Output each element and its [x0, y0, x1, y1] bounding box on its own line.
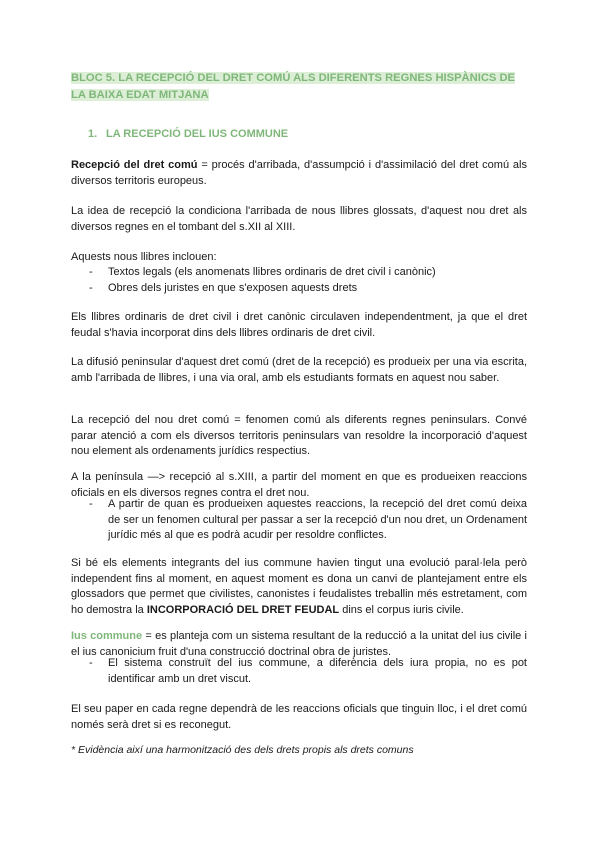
- bloc-title-text: BLOC 5. LA RECEPCIÓ DEL DRET COMÚ ALS DIFERENTS REGNES HISPÀNICS DE LA BAIXA EDAT MITJANA: [71, 72, 516, 101]
- evolution-emphasis: INCORPORACIÓ DEL DRET FEUDAL: [146, 603, 340, 616]
- paragraph-books-intro: Aquests nous llibres inclouen:: [71, 251, 217, 263]
- books-list: [71, 265, 527, 296]
- list-item-text: Obres dels juristes en que s'exposen aquests drets: [108, 281, 358, 294]
- list-item-text: Textos legals (els anomenats llibres ordinaris de dret civil i canònic): [108, 266, 436, 278]
- section-heading: [88, 128, 288, 140]
- paragraph-ordinary-books: Els llibres ordinaris de dret civil i dret canònic circulaven independentment, ja que el dret feudal s'havia incorporat dins dels llibres ordinaris de dret civil.: [71, 311, 527, 339]
- paragraph-diffusion: La difusió peninsular d'aquest dret comú (dret de la recepció) es produeix per una via escrita, amb l'arribada de llibres, i una via oral, amb els estudiants formats en aquest nou saber.: [71, 356, 527, 384]
- paragraph-idea: La idea de recepció la condiciona l'arribada de nous llibres glossats, d'aquest nou dret als diversos regnes en el tombant del s.XII al XIII.: [71, 205, 527, 233]
- paragraph-ius-commune-evolution: [71, 556, 527, 618]
- paragraph-role: El seu paper en cada regne dependrà de les reaccions oficials que tinguin lloc, i el dret comú només serà dret si es reconegut.: [71, 703, 527, 731]
- paragraph-reception-common: La recepció del nou dret comú = fenomen comú als diferents regnes peninsulars. Convé parar atenció a com els diversos territoris peninsulars van resoldre la incorporació d'aquest nou element als ordenaments jurídics respectius.: [71, 414, 527, 457]
- evolution-text-pre: Si bé els elements integrants del ius commune havien tingut una evolució paral·lela però independent fins al moment, en aquest moment es dona un canvi de plantejament entre els glossadors que permet que civilistes, canonistes i feudalistes treballin més estretament, com ho demostra la: [71, 557, 527, 616]
- list-item-text: A partir de quan es produeixen aquestes reaccions, la recepció del dret comú deixa de ser un fenomen cultural per passar a ser la recepció d'un nou dret, un Ordenament jurídic més al que es podrà acudir per resoldre conflictes.: [108, 498, 527, 541]
- list-item: [71, 265, 527, 281]
- list-item: [71, 281, 527, 297]
- evolution-text-post: dins el corpus iuris civile.: [339, 603, 464, 616]
- dash-bullet: -: [89, 281, 93, 294]
- list-item: [71, 497, 527, 544]
- paragraph-peninsula: A la península —> recepció al s.XIII, a partir del moment en que es produeixen reaccions oficials en els diversos regnes contra el dret nou.: [71, 471, 527, 499]
- list-item-text: El sistema construït del ius commune, a diferència dels iura propia, no es pot identificar amb un dret viscut.: [108, 657, 527, 685]
- ius-commune-term: Ius commune: [71, 630, 143, 642]
- dash-bullet: -: [89, 498, 93, 510]
- list-item: [71, 656, 527, 687]
- footnote-evidence: * Evidència així una harmonització des dels drets propis als drets comuns: [71, 744, 414, 756]
- dash-bullet: -: [89, 657, 93, 669]
- section-number: 1.: [88, 128, 98, 140]
- ius-commune-text: = es planteja com un sistema resultant de la reducció a la unitat del ius civile i el ius canonicium fruit d'una construcció doctrinal obra de juristes.: [71, 630, 527, 658]
- section-label: LA RECEPCIÓ DEL IUS COMMUNE: [106, 128, 289, 140]
- bloc-title: [71, 70, 531, 104]
- dash-bullet: -: [89, 266, 93, 278]
- reactions-list: [71, 497, 527, 544]
- ius-commune-list: [71, 656, 527, 687]
- definition-text: = procés d'arribada, d'assumpció i d'assimilació del dret comú als diversos territoris europeus.: [71, 159, 527, 187]
- paragraph-definition: [71, 158, 527, 189]
- definition-term: Recepció del dret comú: [71, 159, 198, 171]
